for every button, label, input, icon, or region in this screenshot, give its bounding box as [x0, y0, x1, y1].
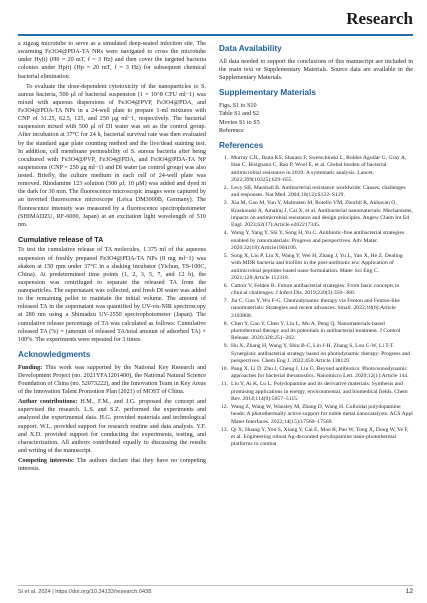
funding-paragraph	[18, 364, 206, 397]
footer-citation[interactable]: Si et al. 2024 | https://doi.org/10.34133/research.0438	[18, 589, 152, 595]
reference-number: 2.	[223, 185, 228, 192]
header-rule	[18, 34, 413, 36]
page-number: 12	[405, 588, 413, 595]
reference-item	[219, 283, 413, 298]
author-contributions-paragraph	[18, 398, 206, 455]
funding-text: This work was supported by the National Key Research and Development Project (no. 2021YFA1201400), the National Natural Science Foundation of China (no. 52073222), and the Innovation Team in Key Areas of the Innovation Talent Promotion Plan (2021) of MOST of China.	[18, 364, 206, 396]
reference-number: 13.	[220, 426, 228, 433]
data-availability-heading: Data Availability	[219, 44, 282, 53]
reference-text: Cattoir V, Felden B. Future antibacterial strategies: From basic concepts to clinical challenges. J Infect Dis. 2019;220(3):350–360.	[231, 282, 400, 297]
reference-number: 7.	[223, 298, 228, 305]
reference-text: Song X, Liu P, Liu X, Wang Y, Wei H, Zhang J, Yu L, Yan X, He Z. Dealing with MDR bacteria and biofilm in the post-antibiotic era: Application of antimicrobial peptides-based nano-formulation. Mater Sci Eng C. 2021;128:Article 112318.	[231, 252, 403, 281]
reference-item	[219, 321, 413, 343]
footer-rule	[18, 585, 413, 586]
reference-number: 8.	[223, 320, 228, 327]
references-heading: References	[219, 141, 264, 151]
reference-item	[219, 343, 413, 365]
funding-lead: Funding:	[18, 364, 43, 371]
reference-item	[219, 230, 413, 252]
intro-paragraph-2: To evaluate the dose-dependent cytotoxicity of the nanoparticles to S. aureus bacteria, 500 μl of bacterial suspension (1 × 10^8 CFU ml−1) was mixed with aqueous dispersions of Fe3O4@PVP, Fe3O4@PDA, and Fe3O4@PDA-TA NPs in a 24-well plate to prepare 1-ml mixtures with CNP of 31.25, 62.5, 125, and 250 μg ml−1, respectively. The bacterial suspension mixed with 500 μl of DI water was set as the control group. After incubation at 37°C for 24 h, bacterial survival rate was then evaluated by the standard agar plate counting method and the live/dead staining test. In addition, cell membrane permeability of S. aureus bacteria after being cocultured with Fe3O4@PVP, Fe3O4@PDA, and Fe3O4@PDA-TA NP suspensions (CNP = 250 μg ml−1) and DI water (as control group) was also tested. Briefly, the culture medium in each cell of 24-well plate was removed. Rhodamine 123 solution (500 μl; 10 μM) was added and dyed in the dark for 30 min. The fluorescence microscopic images were captured by an inverted fluorescence microscope (Leica DM3000B, Germany). The fluorescence intensity was measured by a fluorescence spectrophotometer (SHIMADZU, RF-6000, Japan) at an excitation light wavelength of 510 nm.	[18, 83, 206, 228]
competing-interests-text: The authors declare that they have no competing interests.	[18, 458, 206, 473]
reference-number: 11.	[221, 381, 228, 388]
reference-item	[219, 381, 413, 403]
reference-text: Liu Y, Ai K, Lu L. Polydopamine and its derivative materials: Synthesis and promising applications in energy, environmental, and biomedical fields. Chem Rev. 2014;114(9):5057–5115.	[231, 381, 408, 402]
reference-number: 3.	[223, 200, 228, 207]
reference-text: Levy SB, Marshall B. Antibacterial resistance worldwide: Causes, challenges and responses. Nat Med. 2004;10(12):S122–S129.	[231, 185, 406, 199]
reference-item	[219, 298, 413, 320]
journal-name: Research	[346, 9, 413, 28]
cumulative-paragraph: To test the cumulative release of TA molecules, 1.375 ml of the aqueous suspension of freshly prepared Fe3O4@PDA-TA NPs (8 mg ml−1) was shaken at 150 rpm under 37°C in a shaking incubator (Yichun, TS-100C, China). At predetermined time points (1, 2, 3, 5, 7, and 12 h), the suspension was centrifuged to separate the released TA from the nanoparticles. The supernatant was collected, and fresh DI water was added to the remaining pellet to maintain the initial volume. The amount of released TA in the supernatant was quantified by UV-vis-NIR spectroscopy at 280 nm using a Shimadzu UV-2550 spectrophotometer (Japan). The cumulative release percentage of TA was calculated as follows: Cumulative released TA (%) = (amount of released TA/total amount of adsorbed TA) × 100%. The experiments were repeated for 3 times.	[18, 247, 206, 343]
supplementary-item: Figs. S1 to S10	[219, 103, 257, 110]
reference-item	[219, 427, 413, 449]
reference-text: Murray CJL, Ikuta KS, Sharara F, Swetschinski L, Robles Aguilar G, Gray A, Han C, Bisignano C, Rao P, Wool E, et al. Global burden of bacterial antimicrobial resistance in 2019: A systematic analysis. Lancet. 2022;399(10325):629–655.	[231, 155, 407, 184]
competing-interests-lead: Competing interests:	[18, 458, 75, 465]
reference-item	[219, 404, 413, 426]
supplementary-heading: Supplementary Materials	[219, 88, 316, 98]
reference-text: Jia C, Guo Y, Wu F-G. Chemodynamic therapy via Fenton and Fenton-like nanomaterials: Strategies and recent advances. Small. 2022;18(6):Article 2103868.	[231, 298, 400, 319]
reference-item	[219, 200, 413, 229]
reference-text: Hu X, Zhang H, Wang Y, Shiu B-C, Lin J-H, Zhang S, Lou C-W, Li T-T. Synergistic antibacterial strategy based on photodynamic therapy: Progress and perspectives. Chem Eng J. 2022;450:Article 138129.	[231, 343, 411, 365]
author-contributions-lead: Author contributions:	[18, 399, 78, 406]
reference-text: Chen Y, Gao Y, Chen Y, Liu L, Mo A, Peng Q. Nanomaterials-based photothermal therapy and its potentials in antibacterial treatment. J Control Release. 2020;328:251–262.	[231, 320, 401, 342]
reference-number: 12.	[220, 403, 228, 410]
supplementary-list	[219, 102, 413, 135]
reference-number: 4.	[223, 230, 228, 237]
competing-interests-paragraph	[18, 457, 206, 473]
supplementary-item: Reference	[219, 127, 244, 134]
reference-text: Wang Z, Wang W, Wansley M, Zhang D, Wang H. Colloidal polydopamine beads: A photothermally active support for noble metal nanocatalysts. ACS Appl Mater Interfaces. 2022;14(15):17560–17569.	[231, 403, 413, 425]
supplementary-item: Movies S1 to S5	[219, 119, 260, 126]
reference-text: Qi X, Huang Y, You S, Xiang Y, Cai E, Mao R, Pan W, Tong X, Dong W, Ye F, et al. Engineering robust Ag-decorated polydopamine nano-photothermal platforms to combat	[231, 426, 409, 448]
left-column	[18, 40, 206, 475]
reference-number: 1.	[223, 155, 228, 162]
reference-item	[219, 366, 413, 381]
reference-number: 9.	[223, 343, 228, 350]
reference-item	[219, 155, 413, 184]
acknowledgments-heading: Acknowledgments	[18, 349, 91, 359]
reference-number: 10.	[220, 366, 228, 373]
data-availability-text: All data needed to support the conclusions of this manuscript are included in the main text or Supplementary Materials. Source data are available in the Supplementary Materials.	[219, 58, 413, 82]
reference-text: Pang X, Li D, Zhu J, Cheng J, Liu G. Beyond antibiotics: Photo/sonodynamic approaches for bacterial theranostics. Nanomicro Lett. 2020;12(1):Article 144.	[231, 366, 409, 380]
author-contributions-text: H.M., F.M., and J.G. proposed the concept and supervised the research. L.S. and S.Z. performed the experiments and analyzed the experimental data. H.G. provided materials and technological support. W.L. provided support for research routine and data analysis. Y.F. and X.D. provided support for conducting the experiments, testing, and characterization. All authors contributed equally to discussing the results and writing of the manuscript.	[18, 399, 206, 454]
right-column	[219, 40, 413, 449]
reference-text: Xia M, Gao M, Yun Y, Malmsten M, Rotello VM, Zborbil R, Akhavan O, Kraskouski A, Amalraj J, Cai X, et al. Antibacterial nanomaterials: Mechanisms, impacts on antimicrobial resistance and design principles. Angew Chem Int Ed Engl. 2023;62(17):Article e202217345.	[231, 200, 413, 229]
reference-text: Wang Y, Yang Y, Shi Y, Song H, Yu C. Antibiotic-free antibacterial strategies enabled by nanomaterials: Progress and perspectives. Adv Mater. 2020;32(18):Article1904106.	[231, 230, 405, 251]
reference-list	[219, 155, 413, 449]
reference-item	[219, 185, 413, 200]
intro-paragraph-1: a zigzag microtube to serve as a simulated deep-seated infection site. The swarming Fe3O4@PDA-TA NRs were navigated to cross the microtube under Hy(t) (H0 = 20 mT, f = 3 Hz) and then cover the targeted bacteria colonies under Hp(t) (Hp = 20 mT, f = 3 Hz) for subsequent chemical bacterial elimination.	[18, 41, 206, 80]
reference-number: 5.	[223, 252, 228, 259]
reference-number: 6.	[223, 282, 228, 289]
cumulative-heading: Cumulative release of TA	[18, 234, 104, 244]
supplementary-item: Table S1 and S2	[219, 111, 259, 118]
reference-item	[219, 253, 413, 282]
